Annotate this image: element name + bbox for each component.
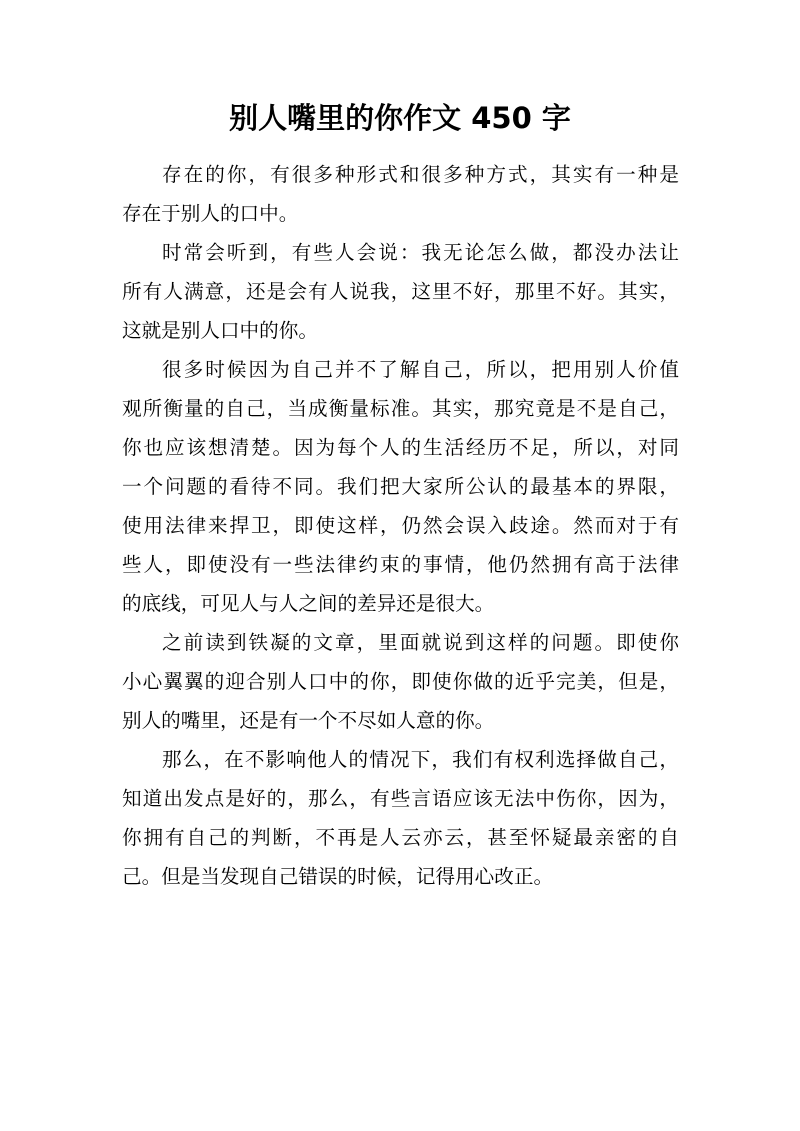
text-line: 的底线，可见人与人之间的差异还是很大。	[122, 592, 495, 615]
text-line: 一个问题的看待不同。我们把大家所公认的最基本的界限，	[122, 475, 679, 498]
text-line: 别人的嘴里，还是有一个不尽如人意的你。	[122, 709, 495, 732]
paragraph-3	[122, 350, 679, 623]
text-line: 些人，即使没有一些法律约束的事情，他仍然拥有高于法律	[122, 553, 679, 576]
text-line: 之前读到铁凝的文章，里面就说到这样的问题。即使你	[162, 631, 679, 654]
paragraph-5	[122, 740, 679, 896]
text-line: 这就是别人口中的你。	[122, 319, 318, 342]
text-line: 使用法律来捍卫，即使这样，仍然会误入歧途。然而对于有	[122, 514, 679, 537]
text-line: 那么，在不影响他人的情况下，我们有权利选择做自己，	[162, 748, 679, 771]
text-line: 小心翼翼的迎合别人口中的你，即使你做的近乎完美，但是，	[122, 670, 679, 693]
paragraph-4	[122, 623, 679, 740]
text-line: 很多时候因为自己并不了解自己，所以，把用别人价值	[162, 358, 679, 381]
text-line: 存在的你，有很多种形式和很多种方式，其实有一种是	[162, 163, 679, 186]
document-title: 别人嘴里的你作文 450 字	[229, 101, 571, 135]
document-body	[122, 155, 679, 896]
text-line: 你拥有自己的判断，不再是人云亦云，甚至怀疑最亲密的自	[122, 826, 679, 849]
text-line: 时常会听到，有些人会说：我无论怎么做，都没办法让	[162, 241, 679, 264]
text-line: 己。但是当发现自己错误的时候，记得用心改正。	[122, 865, 554, 888]
text-line: 知道出发点是好的，那么，有些言语应该无法中伤你，因为，	[122, 787, 679, 810]
text-line: 观所衡量的自己，当成衡量标准。其实，那究竟是不是自己，	[122, 397, 679, 420]
text-line: 你也应该想清楚。因为每个人的生活经历不足，所以，对同	[122, 436, 679, 459]
text-line: 所有人满意，还是会有人说我，这里不好，那里不好。其实，	[122, 280, 679, 303]
text-line: 存在于别人的口中。	[122, 202, 299, 225]
paragraph-1	[122, 155, 679, 233]
paragraph-2	[122, 233, 679, 350]
